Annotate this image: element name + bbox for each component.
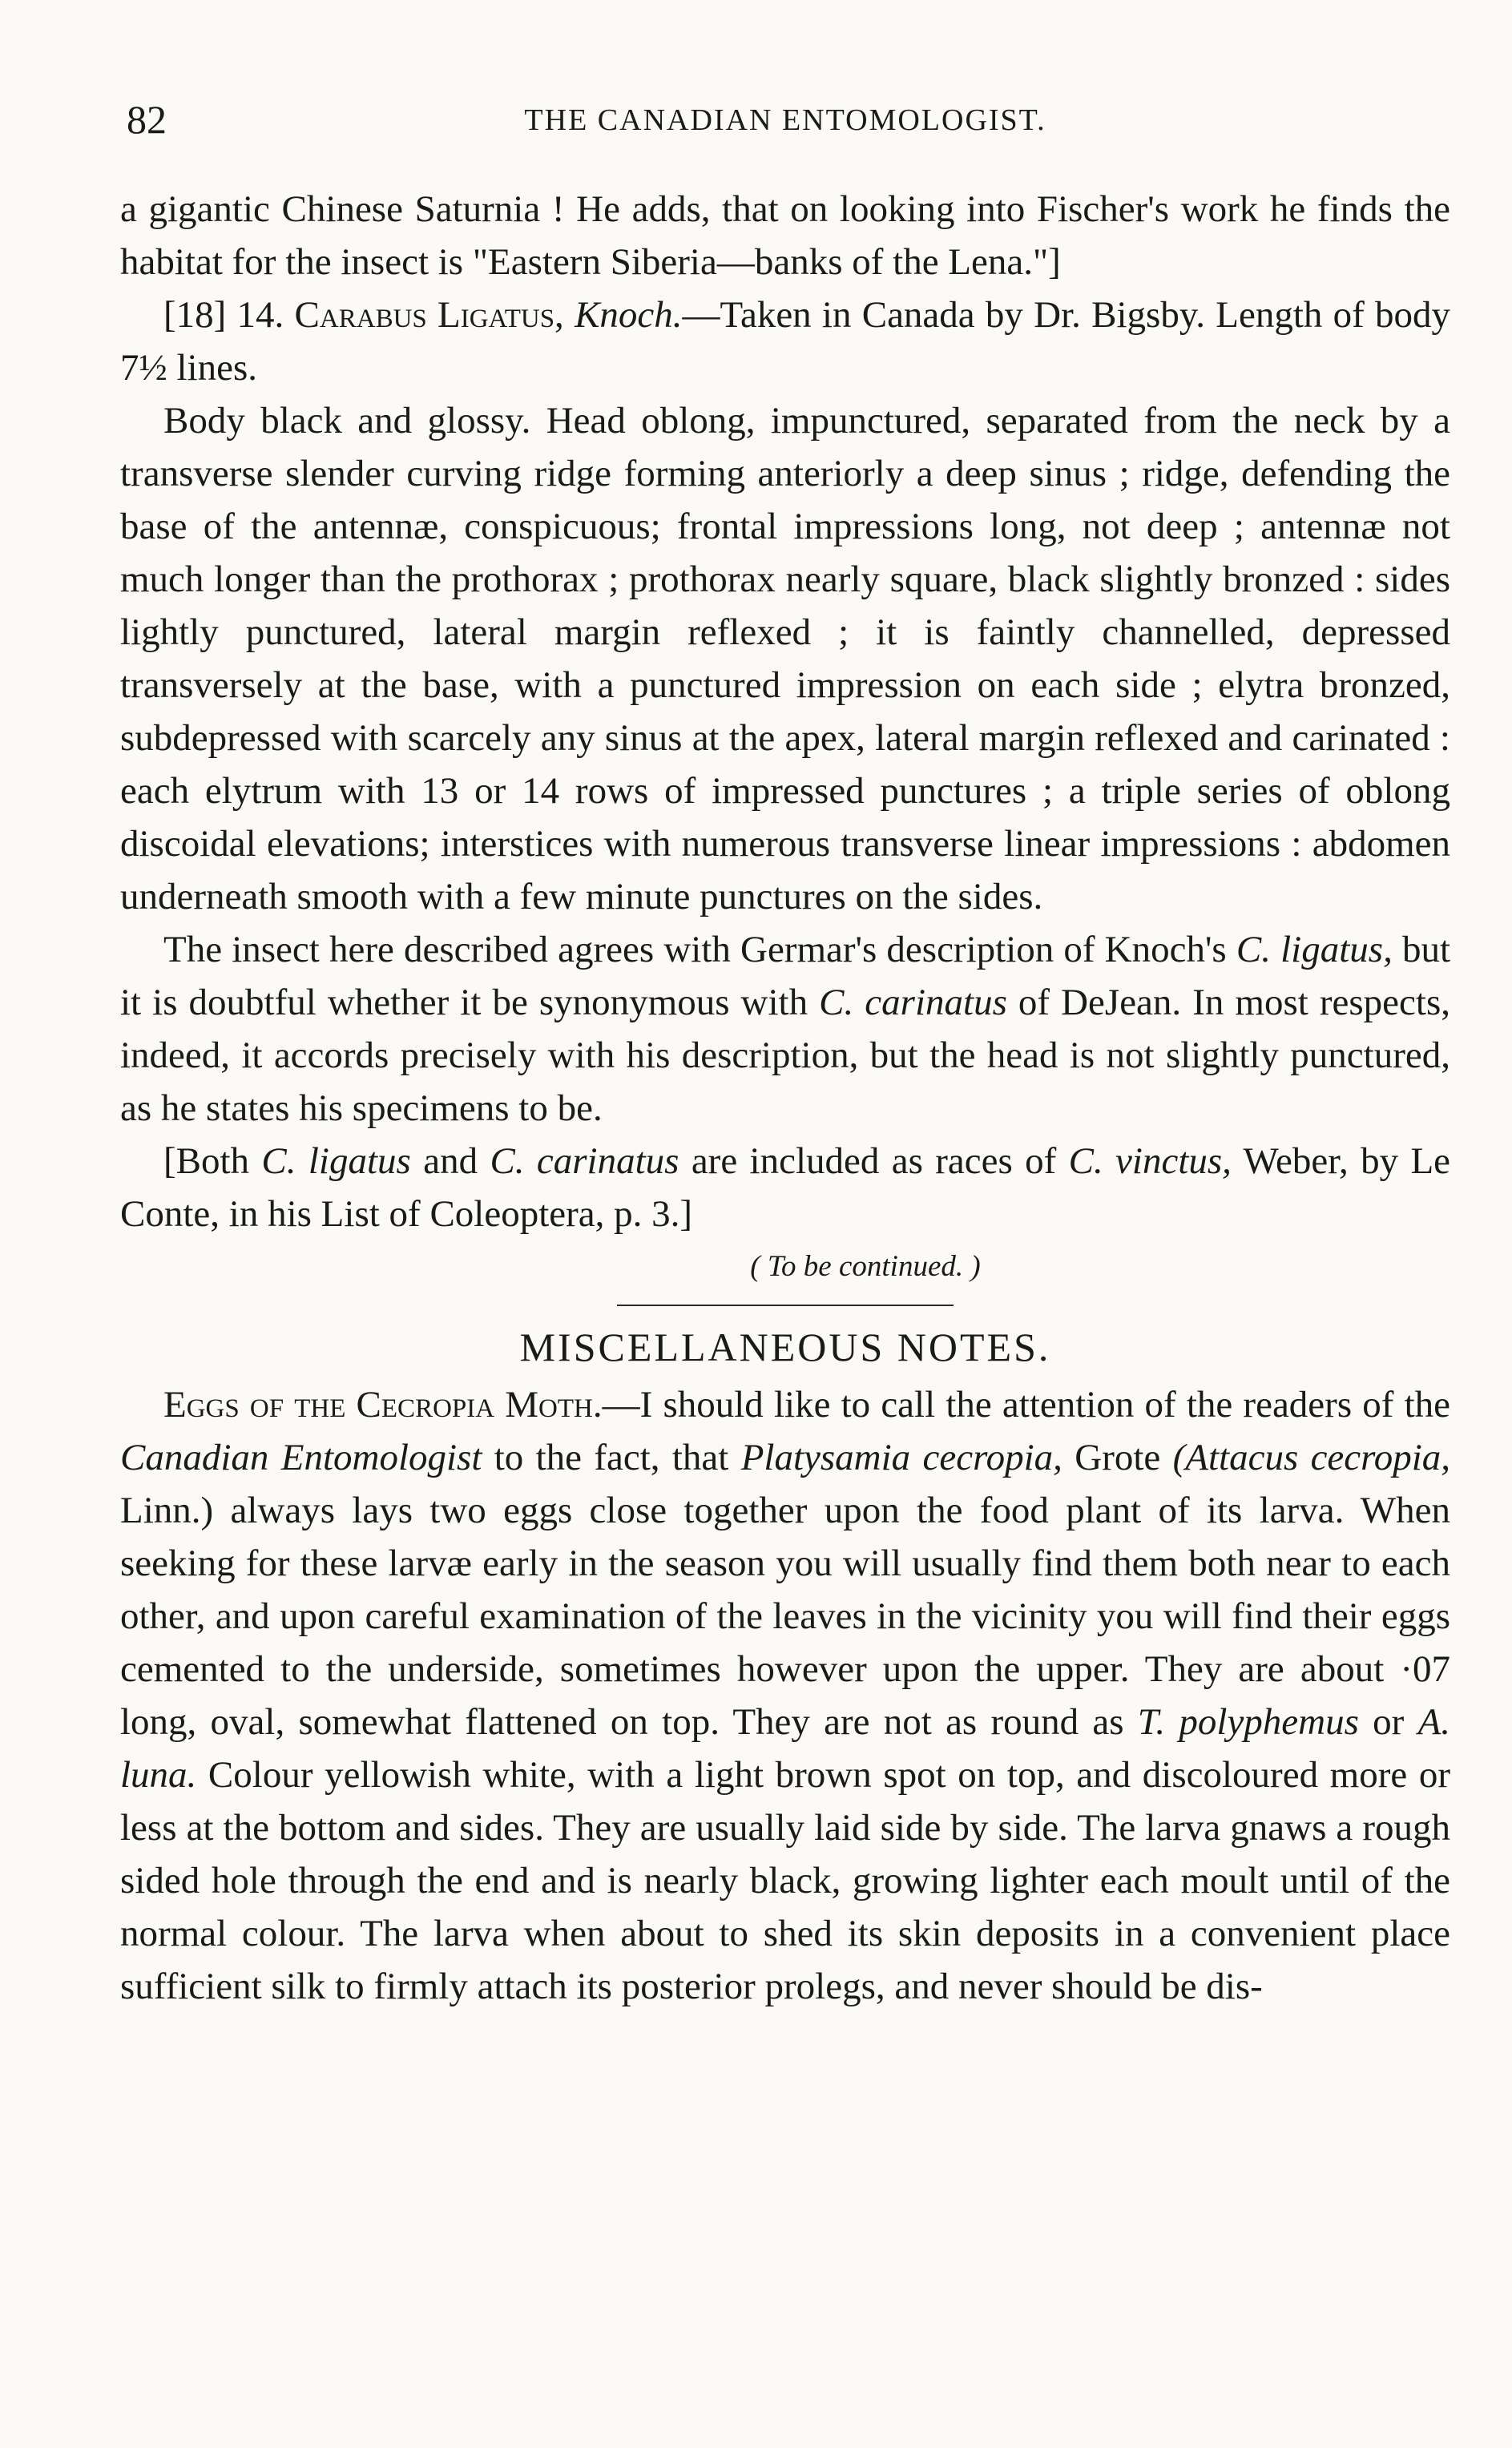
para4-text-3: of DeJean. In most respects, indeed, it accords precisely with his description, but the head is not slightly punctured, as he states his specimens to be.	[120, 982, 1450, 1129]
species-author: Knoch.	[575, 294, 683, 336]
notes-italic-5: A. luna.	[120, 1701, 1451, 1796]
paragraph-comparison	[120, 923, 1450, 1135]
body-text	[120, 183, 1450, 2013]
notes-text-5: or	[1373, 1701, 1405, 1743]
notes-italic-4: T. polyphemus	[1137, 1701, 1359, 1743]
para4-text-1: The insect here described agrees with Germar's description of Knoch's	[163, 929, 1227, 970]
para2-prefix: [18] 14.	[163, 294, 284, 336]
section-divider	[617, 1305, 954, 1306]
notes-text-1: —I should like to call the attention of the readers of the	[602, 1384, 1451, 1426]
para4-text-2: but it is doubtful whether it be synonymous with	[120, 929, 1451, 1023]
notes-italic-3: (Attacus cecropia,	[1172, 1437, 1450, 1478]
para5-text-2: and	[423, 1140, 478, 1182]
para5-text-3: are included as races of	[691, 1140, 1057, 1182]
species-name: Carabus Ligatus,	[294, 294, 564, 336]
para5-text-4: Weber, by Le Conte, in his List of Coleoptera, p. 3.]	[120, 1140, 1451, 1235]
paragraph-saturnia-end	[120, 183, 1450, 288]
notes-text-4: Linn.) always lays two eggs close together upon the food plant of its larva. When seeking for these larvæ early in the season you will usually find them both near to each other, and upon careful examination of the leaves in the vicinity you will find their eggs cemented to the underside, sometimes however upon the upper. They are about ·07 long, oval, somewhat flattened on top. They are not as round as	[120, 1490, 1450, 1743]
paragraph-description	[120, 394, 1450, 923]
notes-italic-2: Platysamia cecropia,	[740, 1437, 1062, 1478]
para4-italic-1: C. ligatus,	[1236, 929, 1393, 970]
notes-text-3: Grote	[1075, 1437, 1161, 1478]
paragraph-cecropia-eggs	[120, 1378, 1450, 2013]
para5-italic-2: C. carinatus	[490, 1140, 679, 1182]
notes-italic-1: Canadian Entomologist	[120, 1437, 482, 1478]
para5-text-1: [Both	[163, 1140, 250, 1182]
section-title: MISCELLANEOUS NOTES.	[519, 1325, 1051, 1369]
paragraph-carabus-ligatus	[120, 288, 1450, 394]
notes-heading: Eggs of the Cecropia Moth.	[163, 1384, 603, 1426]
page-header	[120, 96, 1450, 160]
para5-italic-1: C. ligatus	[261, 1140, 411, 1182]
para2-rest: —Taken in Canada by Dr. Bigsby. Length of body 7½ lines.	[120, 294, 1451, 389]
para5-italic-3: C. vinctus,	[1068, 1140, 1232, 1182]
notes-text-6: Colour yellowish white, with a light brown spot on top, and discoloured more or less at the bottom and sides. They are usually laid side by side. The larva gnaws a rough sided hole through the end and is nearly black, growing lighter each moult until of the normal colour. The larva when about to shed its skin deposits in a convenient place sufficient silk to firmly attach its posterior prolegs, and never should be dis-	[120, 1754, 1451, 2007]
to-be-continued: ( To be continued. )	[750, 1250, 981, 1283]
running-title: THE CANADIAN ENTOMOLOGIST.	[524, 103, 1046, 137]
para1-text: a gigantic Chinese Saturnia ! He adds, that on looking into Fischer's work he finds the habitat for the insect is "Eastern Siberia—banks of the Lena."]	[120, 188, 1450, 283]
page-number: 82	[127, 97, 167, 142]
para4-italic-2: C. carinatus	[819, 982, 1007, 1023]
notes-text-2: to the fact, that	[494, 1437, 729, 1478]
para3-text: Body black and glossy. Head oblong, impunctured, separated from the neck by a transverse slender curving ridge forming anteriorly a deep sinus ; ridge, defending the base of the antennæ, conspicuous; frontal impressions long, not deep ; antennæ not much longer than the prothorax ; prothorax nearly square, black slightly bronzed : sides lightly punctured, lateral margin reflexed ; it is faintly channelled, depressed transversely at the base, with a punctured impression on each side ; elytra bronzed, subdepressed with scarcely any sinus at the apex, lateral margin reflexed and carinated : each elytrum with 13 or 14 rows of impressed punctures ; a triple series of oblong discoidal elevations; interstices with numerous transverse linear impressions : abdomen underneath smooth with a few minute punctures on the sides.	[120, 400, 1450, 917]
paragraph-editor-note	[120, 1135, 1450, 1240]
